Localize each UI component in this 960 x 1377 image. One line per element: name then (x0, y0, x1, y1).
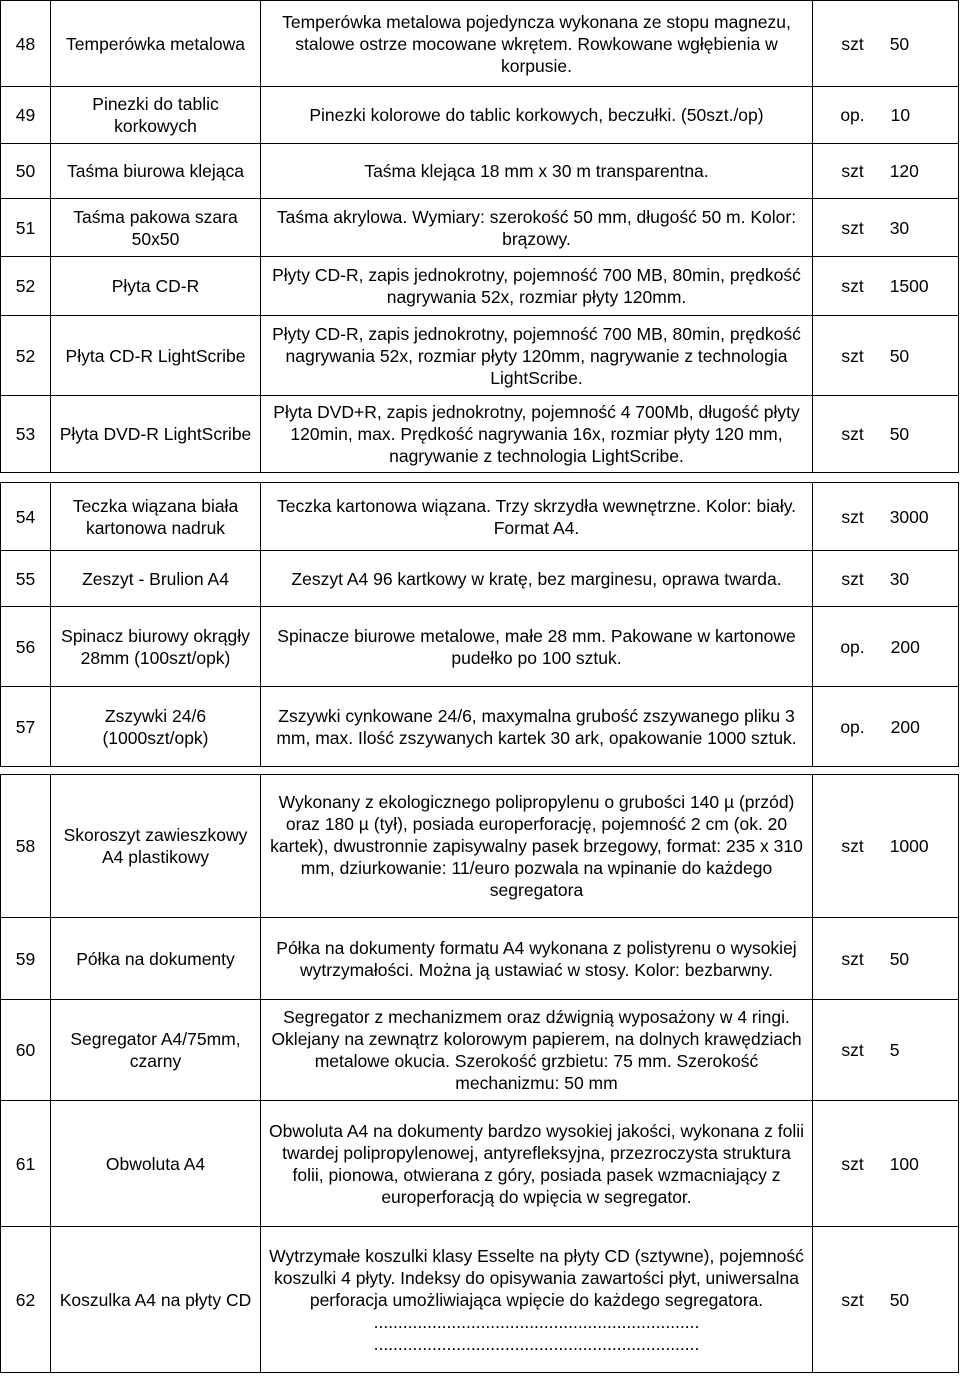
product-description: Segregator z mechanizmem oraz dźwignią wyposażony w 4 ringi. Oklejany na zewnątrz kolorowym papierem, na dolnych krawędziach metalowe okucia. Szerokość grzbietu: 75 mm. Szerokość mechanizmu: 50 mm (261, 1000, 813, 1101)
quantity: 120 (889, 161, 919, 181)
row-number: 49 (1, 87, 51, 144)
unit-quantity-cell (813, 607, 959, 687)
quantity: 200 (890, 636, 920, 657)
unit: szt (841, 1040, 864, 1060)
row-number: 51 (1, 199, 51, 257)
row-number: 62 (1, 1227, 51, 1373)
quantity: 200 (890, 716, 920, 737)
product-table-3 (0, 774, 959, 1373)
table-row (1, 1101, 959, 1227)
product-name: Spinacz biurowy okrągły 28mm (100szt/opk) (51, 607, 261, 687)
unit-quantity-cell (813, 87, 959, 144)
unit-quantity-cell (813, 396, 959, 473)
unit: szt (841, 276, 864, 296)
table-row (1, 1000, 959, 1101)
unit: szt (841, 1153, 864, 1174)
product-table-2 (0, 482, 959, 767)
product-description: Teczka kartonowa wiązana. Trzy skrzydła wewnętrzne. Kolor: biały. Format A4. (261, 483, 813, 551)
dotted-line: ................................................................... (373, 1333, 700, 1354)
quantity: 3000 (889, 506, 929, 527)
table-row (1, 687, 959, 767)
product-description: Wykonany z ekologicznego polipropylenu o grubości 140 µ (przód) oraz 180 µ (tył), posiada europerforację, pojemność 2 cm (ok. 20 kartek), dwustronnie zapisywalny pasek brzegowy, format: 235 x 310 mm, dziurkowanie: 11/euro pozwala na wpinanie do każdego segregatora (261, 775, 813, 918)
table-row (1, 1, 959, 87)
product-name: Płyta CD-R (51, 257, 261, 316)
table-row (1, 918, 959, 1000)
unit: szt (841, 33, 864, 54)
quantity: 10 (890, 105, 911, 125)
unit-quantity-cell (813, 257, 959, 316)
table-row (1, 199, 959, 257)
table-row (1, 87, 959, 144)
unit: op. (840, 105, 865, 125)
product-description: Taśma akrylowa. Wymiary: szerokość 50 mm, długość 50 m. Kolor: brązowy. (261, 199, 813, 257)
row-number: 61 (1, 1101, 51, 1227)
quantity: 50 (889, 345, 910, 366)
product-description: Płyty CD-R, zapis jednokrotny, pojemność 700 MB, 80min, prędkość nagrywania 52x, rozmiar płyty 120mm. (261, 257, 813, 316)
unit-quantity-cell (813, 1101, 959, 1227)
unit: szt (841, 568, 864, 589)
product-name: Zeszyt - Brulion A4 (51, 551, 261, 607)
unit-quantity-cell (813, 551, 959, 607)
unit: szt (841, 506, 864, 527)
product-name: Koszulka A4 na płyty CD (51, 1227, 261, 1373)
product-name: Półka na dokumenty (51, 918, 261, 1000)
product-description: Pinezki kolorowe do tablic korkowych, beczułki. (50szt./op) (261, 87, 813, 144)
row-number: 54 (1, 483, 51, 551)
table-row (1, 316, 959, 396)
product-name: Segregator A4/75mm, czarny (51, 1000, 261, 1101)
product-description: Wytrzymałe koszulki klasy Esselte na płyty CD (sztywne), pojemność koszulki 4 płyty. Indeksy do opisywania zawartości płyt, uniwersalna perforacja umożliwiająca wpięcie do każdego segregatora. (269, 1245, 804, 1310)
product-name: Pinezki do tablic korkowych (51, 87, 261, 144)
product-description: Temperówka metalowa pojedyncza wykonana ze stopu magnezu, stalowe ostrze mocowane wkrętem. Rowkowane wgłębienia w korpusie. (261, 1, 813, 87)
unit-quantity-cell (813, 199, 959, 257)
quantity: 50 (889, 424, 910, 444)
table-row (1, 257, 959, 316)
row-number: 57 (1, 687, 51, 767)
product-description: Zszywki cynkowane 24/6, maxymalna grubość zszywanego pliku 3 mm, max. Ilość zszywanych kartek 30 ark, opakowanie 1000 sztuk. (261, 687, 813, 767)
unit: szt (841, 836, 864, 856)
unit: szt (841, 161, 864, 181)
product-description: Płyta DVD+R, zapis jednokrotny, pojemność 4 700Mb, długość płyty 120min, max. Prędkość nagrywania 16x, rozmiar płyty 120 mm, nagrywanie z technologia LightScribe. (261, 396, 813, 473)
product-description: Półka na dokumenty formatu A4 wykonana z polistyrenu o wysokiej wytrzymałości. Można ją ustawiać w stosy. Kolor: bezbarwny. (261, 918, 813, 1000)
unit-quantity-cell (813, 918, 959, 1000)
product-name: Skoroszyt zawieszkowy A4 plastikowy (51, 775, 261, 918)
unit: op. (840, 636, 865, 657)
unit: szt (841, 1289, 864, 1310)
unit-quantity-cell (813, 316, 959, 396)
row-number: 55 (1, 551, 51, 607)
product-description: Spinacze biurowe metalowe, małe 28 mm. Pakowane w kartonowe pudełko po 100 sztuk. (261, 607, 813, 687)
row-number: 60 (1, 1000, 51, 1101)
product-description-cell (261, 1227, 813, 1373)
row-number: 53 (1, 396, 51, 473)
unit: szt (841, 948, 864, 969)
unit-quantity-cell (813, 1000, 959, 1101)
product-name: Płyta DVD-R LightScribe (51, 396, 261, 473)
table-row (1, 775, 959, 918)
row-number: 48 (1, 1, 51, 87)
product-description: Obwoluta A4 na dokumenty bardzo wysokiej jakości, wykonana z folii twardej polipropylenowej, antyrefleksyjna, przezroczysta struktura folii, pionowa, otwierana z góry, posiada pasek wzmacniający z europerforacją do wpięcia w segregator. (261, 1101, 813, 1227)
quantity: 50 (889, 1289, 910, 1310)
quantity: 50 (889, 948, 910, 969)
unit-quantity-cell (813, 144, 959, 199)
quantity: 50 (889, 33, 910, 54)
product-name: Temperówka metalowa (51, 1, 261, 87)
unit-quantity-cell (813, 775, 959, 918)
table-row (1, 1227, 959, 1373)
product-name: Teczka wiązana biała kartonowa nadruk (51, 483, 261, 551)
row-number: 50 (1, 144, 51, 199)
unit: szt (841, 217, 864, 238)
row-number: 52 (1, 257, 51, 316)
row-number: 59 (1, 918, 51, 1000)
product-table-1 (0, 0, 959, 473)
table-row (1, 144, 959, 199)
table-row (1, 396, 959, 473)
quantity: 1500 (889, 276, 929, 296)
quantity: 100 (889, 1153, 919, 1174)
product-name: Zszywki 24/6 (1000szt/opk) (51, 687, 261, 767)
unit: op. (840, 716, 865, 737)
unit: szt (841, 345, 864, 366)
table-row (1, 607, 959, 687)
product-description: Zeszyt A4 96 kartkowy w kratę, bez marginesu, oprawa twarda. (261, 551, 813, 607)
product-name: Płyta CD-R LightScribe (51, 316, 261, 396)
row-number: 52 (1, 316, 51, 396)
product-name: Taśma biurowa klejąca (51, 144, 261, 199)
table-row (1, 483, 959, 551)
unit-quantity-cell (813, 1, 959, 87)
quantity: 5 (889, 1040, 900, 1060)
product-name: Obwoluta A4 (51, 1101, 261, 1227)
product-name: Taśma pakowa szara 50x50 (51, 199, 261, 257)
unit-quantity-cell (813, 1227, 959, 1373)
quantity: 1000 (889, 836, 929, 856)
quantity: 30 (889, 568, 910, 589)
unit-quantity-cell (813, 687, 959, 767)
product-description: Płyty CD-R, zapis jednokrotny, pojemność 700 MB, 80min, prędkość nagrywania 52x, rozmiar płyty 120mm, nagrywanie z technologia LightScribe. (261, 316, 813, 396)
table-row (1, 551, 959, 607)
product-description: Taśma klejąca 18 mm x 30 m transparentna. (261, 144, 813, 199)
row-number: 56 (1, 607, 51, 687)
row-number: 58 (1, 775, 51, 918)
dotted-line: ................................................................... (373, 1311, 700, 1332)
unit: szt (841, 424, 864, 444)
unit-quantity-cell (813, 483, 959, 551)
quantity: 30 (889, 217, 910, 238)
